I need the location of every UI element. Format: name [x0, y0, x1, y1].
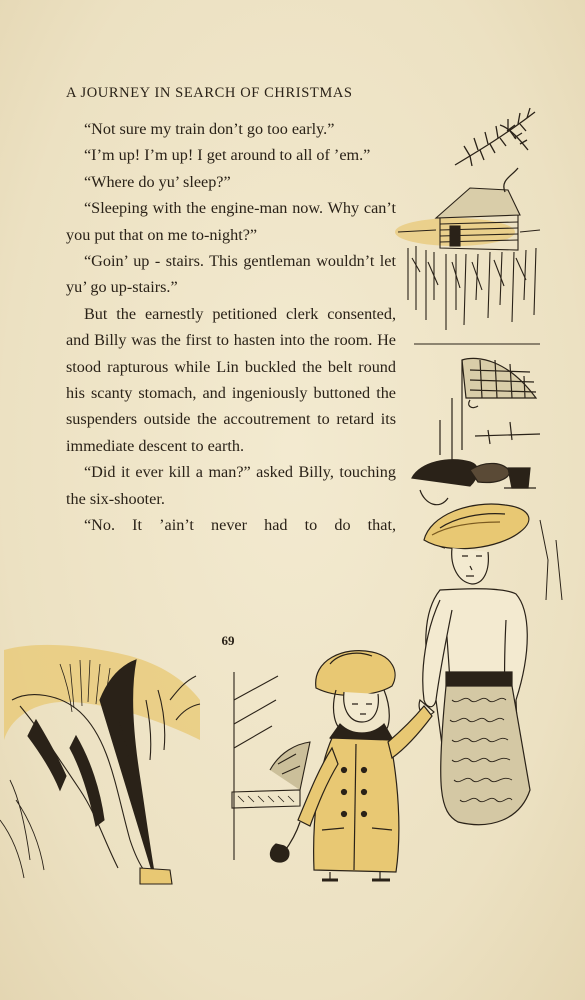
woman-figure-illustration — [412, 460, 562, 825]
paragraph: “Where do yu’ sleep?” — [84, 172, 231, 191]
paragraph: “No. It ’ain’t never had to do that, — [84, 516, 396, 535]
paragraph: “I’m up! I’m up! I get around to all of ’em.” — [84, 146, 371, 165]
paragraph: “Goin’ up - stairs. This gentleman wouldn’t let yu’ go up-stairs.” — [66, 252, 396, 297]
running-head: A JOURNEY IN SEARCH OF CHRISTMAS — [66, 85, 353, 101]
paragraph: “Not sure my train don’t go too early.” — [84, 120, 335, 138]
station-illustration — [440, 358, 540, 465]
page-number: 69 — [221, 633, 235, 648]
landscape-illustration — [0, 645, 200, 884]
paragraph: But the earnestly petitioned clerk consented, and Billy was the first to hasten into the room. He stood rapturous while Lin buckled the belt round his scanty stomach, and ingeniously buttoned the suspenders outside the accoutrement to retard its immediate descent to earth. — [66, 304, 396, 455]
cabin-illustration — [395, 168, 540, 344]
paragraph: “Did it ever kill a man?” asked Billy, touching the six-shooter. — [66, 463, 396, 508]
pine-branch-illustration — [455, 108, 535, 166]
paragraph: “Sleeping with the engine-man now. Why can’t you put that on me to-night?” — [66, 199, 396, 244]
bench-illustration — [232, 672, 310, 860]
